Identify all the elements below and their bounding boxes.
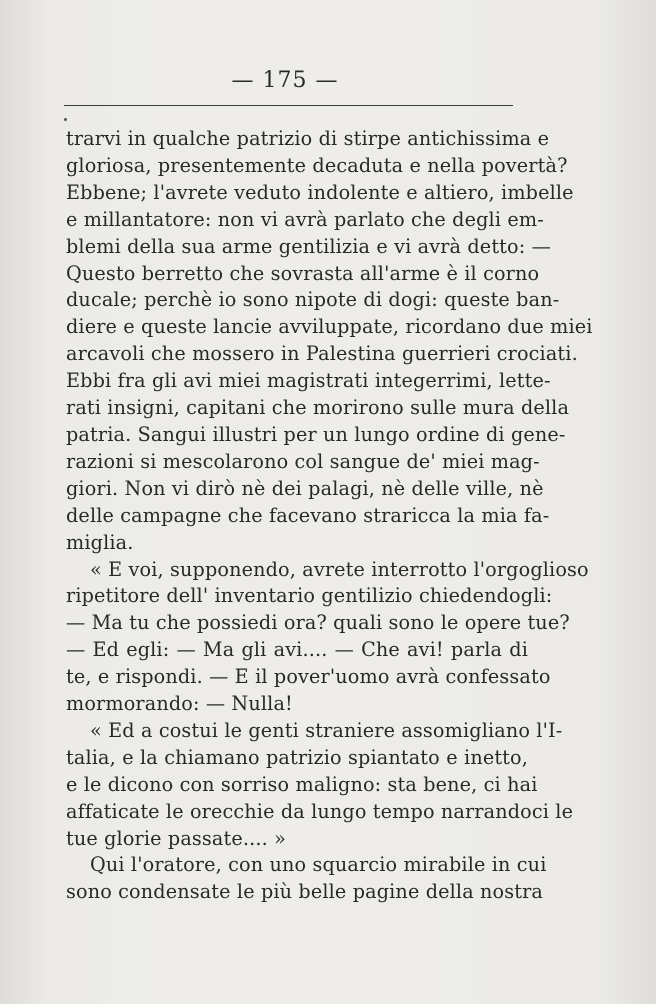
text-line: delle campagne che facevano straricca la mia fa- [66,503,550,527]
text-line: mormorando: — Nulla! [66,692,293,716]
text-line: blemi della sua arme gentilizia e vi avrà detto: — [66,234,551,258]
text-line: affaticate le orecchie da lungo tempo narrandoci le [66,799,574,823]
text-line: giori. Non vi dirò nè dei palagi, nè delle ville, nè [66,476,544,500]
text-line: razioni si mescolarono col sangue de' miei mag- [66,449,540,473]
text-line: te, e rispondi. — E il pover'uomo avrà confessato [66,665,551,689]
text-line: trarvi in qualche patrizio di stirpe antichissima e [66,127,550,150]
text-line: e millantatore: non vi avrà parlato che degli em- [66,207,544,231]
text-line: sono condensate le più belle pagine della nostra [66,880,544,904]
text-line: arcavoli che mossero in Palestina guerrieri crociati. [66,342,578,366]
text-line: diere e queste lancie avviluppate, ricordano due miei [66,315,593,339]
text-line: gloriosa, presentemente decaduta e nella povertà? [66,153,568,177]
ink-speck [64,118,67,121]
text-line: ducale; perchè io sono nipote di dogi: queste ban- [66,288,560,312]
text-line: tue glorie passate.... » [66,826,287,850]
text-line: miglia. [66,530,134,554]
text-line: Ebbi fra gli avi miei magistrati integerrimi, lette- [66,369,551,393]
text-line: — Ed egli: — Ma gli avi.... — Che avi! parla di [66,638,528,662]
text-line: e le dicono con sorriso maligno: sta bene, ci hai [66,772,538,796]
text-line: patria. Sangui illustri per un lungo ordine di gene- [66,422,566,446]
header-rule [64,105,513,106]
text-line: « E voi, supponendo, avrete interrotto l'orgoglioso [90,557,589,581]
text-line: Qui l'oratore, con uno squarcio mirabile in cui [90,853,547,877]
text-line: Questo berretto che sovrasta all'arme è il corno [66,261,540,285]
text-line: « Ed a costui le genti straniere assomigliano l'I- [90,718,563,742]
text-line: talia, e la chiamano patrizio spiantato e inetto, [66,745,528,769]
text-line: rati insigni, capitani che morirono sulle mura della [66,396,570,420]
text-line: Ebbene; l'avrete veduto indolente e altiero, imbelle [66,180,574,204]
page-number: — 175 — [231,68,339,93]
text-line: — Ma tu che possiedi ora? quali sono le opere tue? [66,611,570,635]
body-text [66,126,593,906]
text-line: ripetitore dell' inventario gentilizio chiedendogli: [66,584,553,608]
